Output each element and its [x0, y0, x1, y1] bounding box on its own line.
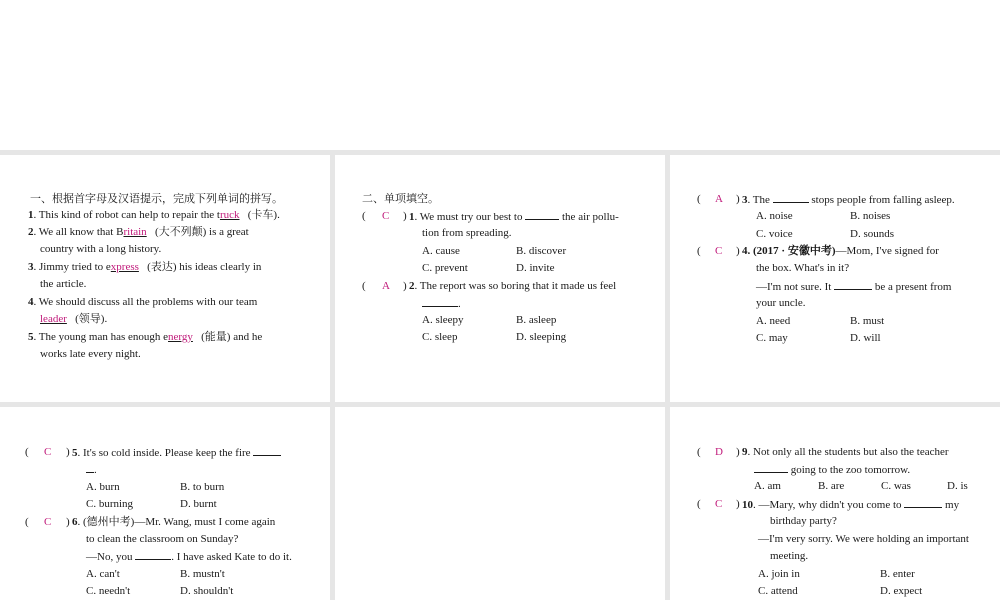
- paren-open: (: [697, 446, 701, 458]
- q6-option-c: C. needn't: [86, 585, 131, 597]
- s1-item-5: 5. The young man has enough energy (能量) and he: [28, 331, 263, 343]
- s1-item-2-cont: country with a long history.: [40, 243, 162, 255]
- blank: [525, 209, 559, 220]
- q3-option-d: D. sounds: [850, 228, 895, 240]
- q10-option-d: D. expect: [880, 585, 923, 597]
- answer-fill: ruck: [219, 209, 240, 221]
- q2-option-c: C. sleep: [422, 331, 458, 343]
- top-blank-area: [0, 0, 1000, 150]
- q9-option-c: C. was: [881, 480, 911, 492]
- q4-text: 4. (2017 · 安徽中考)—Mom, I've signed for: [742, 245, 939, 257]
- q6-option-b: B. mustn't: [180, 568, 225, 580]
- panel-choice-3: [0, 407, 330, 600]
- section1-heading: 一、根据首字母及汉语提示，完成下列单词的拼写。: [30, 192, 283, 205]
- s1-item-4: 4. We should discuss all the problems with our team: [28, 296, 258, 308]
- q4-line4: your uncle.: [756, 297, 806, 309]
- q4-option-a: A. need: [756, 315, 791, 327]
- q1-cont: tion from spreading.: [422, 227, 512, 239]
- paren-open: (: [697, 193, 701, 205]
- blank: [773, 192, 809, 203]
- q2-text: 2. The report was so boring that it made us feel: [409, 280, 617, 292]
- paren-close: ): [736, 498, 740, 510]
- panel-empty: [335, 407, 665, 600]
- answer-letter: C: [715, 498, 723, 510]
- q4-option-d: D. will: [850, 332, 881, 344]
- q4-line3: —I'm not sure. It be a present from: [756, 281, 952, 293]
- section2-heading: 二、单项填空。: [362, 192, 439, 205]
- paren-open: (: [362, 210, 366, 222]
- q3-option-a: A. noise: [756, 210, 793, 222]
- paren-open: (: [697, 498, 701, 510]
- panel-choice-4: [670, 407, 1000, 600]
- q2-option-a: A. sleepy: [422, 314, 464, 326]
- paren-close: ): [403, 210, 407, 222]
- q3-option-c: C. voice: [756, 228, 793, 240]
- q3-text: 3. The stops people from falling asleep.: [742, 194, 955, 206]
- paren-open: (: [25, 446, 29, 458]
- s1-item-3: 3. Jimmy tried to express (表达) his ideas clearly in: [28, 261, 262, 273]
- q1-option-b: B. discover: [516, 245, 567, 257]
- q1-option-a: A. cause: [422, 245, 460, 257]
- paren-open: (: [697, 245, 701, 257]
- panel-choice-2: [670, 155, 1000, 402]
- q1-option-c: C. prevent: [422, 262, 468, 274]
- q1-text: 1. We must try our best to the air pollu-: [409, 211, 619, 223]
- q10-text: 10. —Mary, why didn't you come to my: [742, 499, 960, 511]
- q9-option-d: D. is: [947, 480, 968, 492]
- q10-option-c: C. attend: [758, 585, 798, 597]
- panel-spelling: [0, 155, 330, 402]
- answer-letter: C: [44, 516, 52, 528]
- q2-cont: .: [422, 296, 461, 311]
- blank: [86, 462, 94, 473]
- q6-text: 6. (德州中考)—Mr. Wang, must I come again: [72, 516, 276, 528]
- q10-option-b: B. enter: [880, 568, 915, 580]
- q6-line2: to clean the classroom on Sunday?: [86, 533, 239, 545]
- q6-option-a: A. can't: [86, 568, 120, 580]
- answer-fill: ritain: [123, 226, 147, 238]
- paren-close: ): [66, 446, 70, 458]
- q2-option-b: B. asleep: [516, 314, 557, 326]
- s1-item-1: 1. This kind of robot can help to repair the truck (卡车).: [28, 209, 280, 221]
- answer-fill: nergy: [168, 331, 193, 343]
- q10-line3: —I'm very sorry. We were holding an important: [758, 533, 969, 545]
- blank: [135, 549, 171, 560]
- q5-option-a: A. burn: [86, 481, 120, 493]
- q6-option-d: D. shouldn't: [180, 585, 234, 597]
- answer-letter: C: [44, 446, 52, 458]
- answer-letter: A: [715, 193, 723, 205]
- q4-line2: the box. What's in it?: [756, 262, 850, 274]
- s1-item-4-cont: leader (领导).: [40, 313, 108, 325]
- s1-item-2: 2. We all know that Britain (大不列颠) is a great: [28, 226, 249, 238]
- q10-line2: birthday party?: [770, 515, 837, 527]
- q9-text: 9. Not only all the students but also the teacher: [742, 446, 949, 458]
- q5-option-d: D. burnt: [180, 498, 217, 510]
- paren-close: ): [66, 516, 70, 528]
- q9-cont: going to the zoo tomorrow.: [754, 462, 910, 477]
- q5-cont: .: [86, 462, 97, 477]
- q9-option-a: A. am: [754, 480, 781, 492]
- answer-fill: xpress: [110, 261, 139, 273]
- q3-option-b: B. noises: [850, 210, 891, 222]
- paren-close: ): [403, 280, 407, 292]
- panel-choice-1: [335, 155, 665, 402]
- q5-option-c: C. burning: [86, 498, 134, 510]
- q5-option-b: B. to burn: [180, 481, 225, 493]
- q10-option-a: A. join in: [758, 568, 800, 580]
- blank: [904, 497, 942, 508]
- answer-letter: A: [382, 280, 390, 292]
- blank: [253, 445, 281, 456]
- blank: [754, 462, 788, 473]
- paren-open: (: [25, 516, 29, 528]
- paren-open: (: [362, 280, 366, 292]
- answer-letter: C: [715, 245, 723, 257]
- answer-letter: D: [715, 446, 723, 458]
- s1-item-5-cont: works late every night.: [40, 348, 141, 360]
- q2-option-d: D. sleeping: [516, 331, 567, 343]
- q10-line4: meeting.: [770, 550, 809, 562]
- q1-option-d: D. invite: [516, 262, 555, 274]
- q6-line3: —No, you . I have asked Kate to do it.: [86, 551, 292, 563]
- answer-fill: leader: [40, 313, 67, 325]
- paren-close: ): [736, 446, 740, 458]
- paren-close: ): [736, 193, 740, 205]
- s1-item-3-cont: the article.: [40, 278, 87, 290]
- blank: [834, 279, 872, 290]
- answer-letter: C: [382, 210, 390, 222]
- q4-option-b: B. must: [850, 315, 885, 327]
- q5-text: 5. It's so cold inside. Please keep the fire: [72, 445, 281, 460]
- q4-option-c: C. may: [756, 332, 788, 344]
- paren-close: ): [736, 245, 740, 257]
- blank: [422, 296, 458, 307]
- q9-option-b: B. are: [818, 480, 845, 492]
